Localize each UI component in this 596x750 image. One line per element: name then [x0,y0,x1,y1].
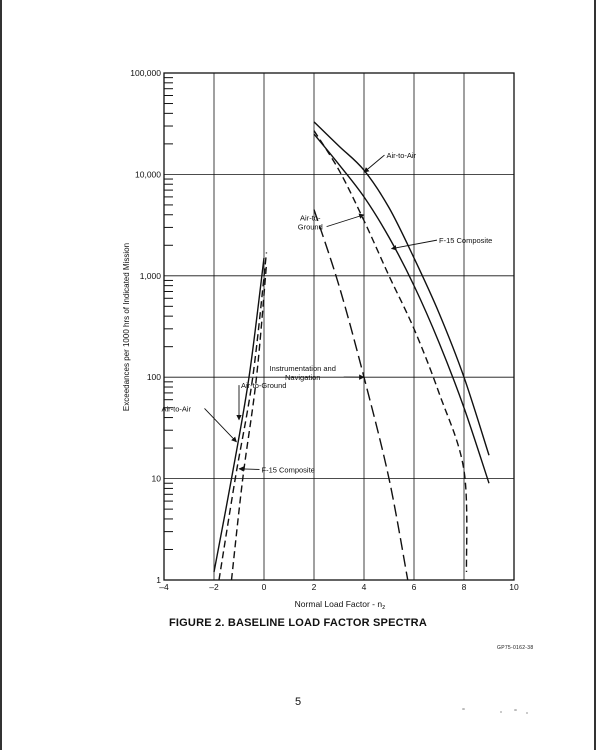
y-tick-label: 1,000 [139,270,161,281]
y-tick-label: 10,000 [135,169,161,180]
x-axis-label: Normal Load Factor - $n_z$ [294,599,386,610]
x-tick-label: 10 [509,582,519,592]
x-tick-label: –4 [159,582,169,592]
scan-speck [514,709,517,711]
y-tick-label: 100 [146,372,161,383]
annotation-leader-arrow [327,215,364,227]
plot-frame [161,73,514,580]
annotation-label: Instrumentation and Navigation [269,364,336,383]
figure-code: GP75-0162-38 [497,645,534,651]
series-line-f-15-composite [232,264,267,580]
y-tick-label: 10 [151,473,161,484]
series-line-instrumentation-and-navigation [314,210,408,580]
x-tick-label: 0 [261,582,267,592]
scan-speck [462,708,465,710]
annotation-label: Air-to-Ground [241,381,287,391]
scan-speck [500,711,502,713]
x-tick-label: 4 [361,582,367,592]
figure-caption: FIGURE 2. BASELINE LOAD FACTOR SPECTRA [169,617,427,629]
annotation-leader-arrow [239,469,260,470]
page-number: 5 [294,696,302,708]
annotation-label: Air-to-Ground [297,213,323,232]
series-line-f-15-composite [314,134,489,483]
x-tick-label: 6 [411,582,417,592]
annotation-label: F-15 Composite [439,236,493,246]
y-tick-label: 100,000 [130,68,161,78]
x-tick-label: –2 [209,582,219,592]
series-line-air-to-ground [314,131,467,572]
x-tick-label: 2 [311,582,317,592]
annotation-label: Air-to-Air [161,404,192,414]
y-axis-label: Exceedances per 1000 hrs of Indicated Mission [122,242,131,412]
y-tick-label: 1 [156,575,161,585]
annotation-leader-arrow [205,408,237,442]
annotation-leader-arrow [364,155,385,172]
annotation-label: Air-to-Air [386,151,417,161]
x-tick-label: 8 [461,582,467,592]
scan-speck [526,712,528,714]
annotation-label: F-15 Composite [261,465,315,475]
